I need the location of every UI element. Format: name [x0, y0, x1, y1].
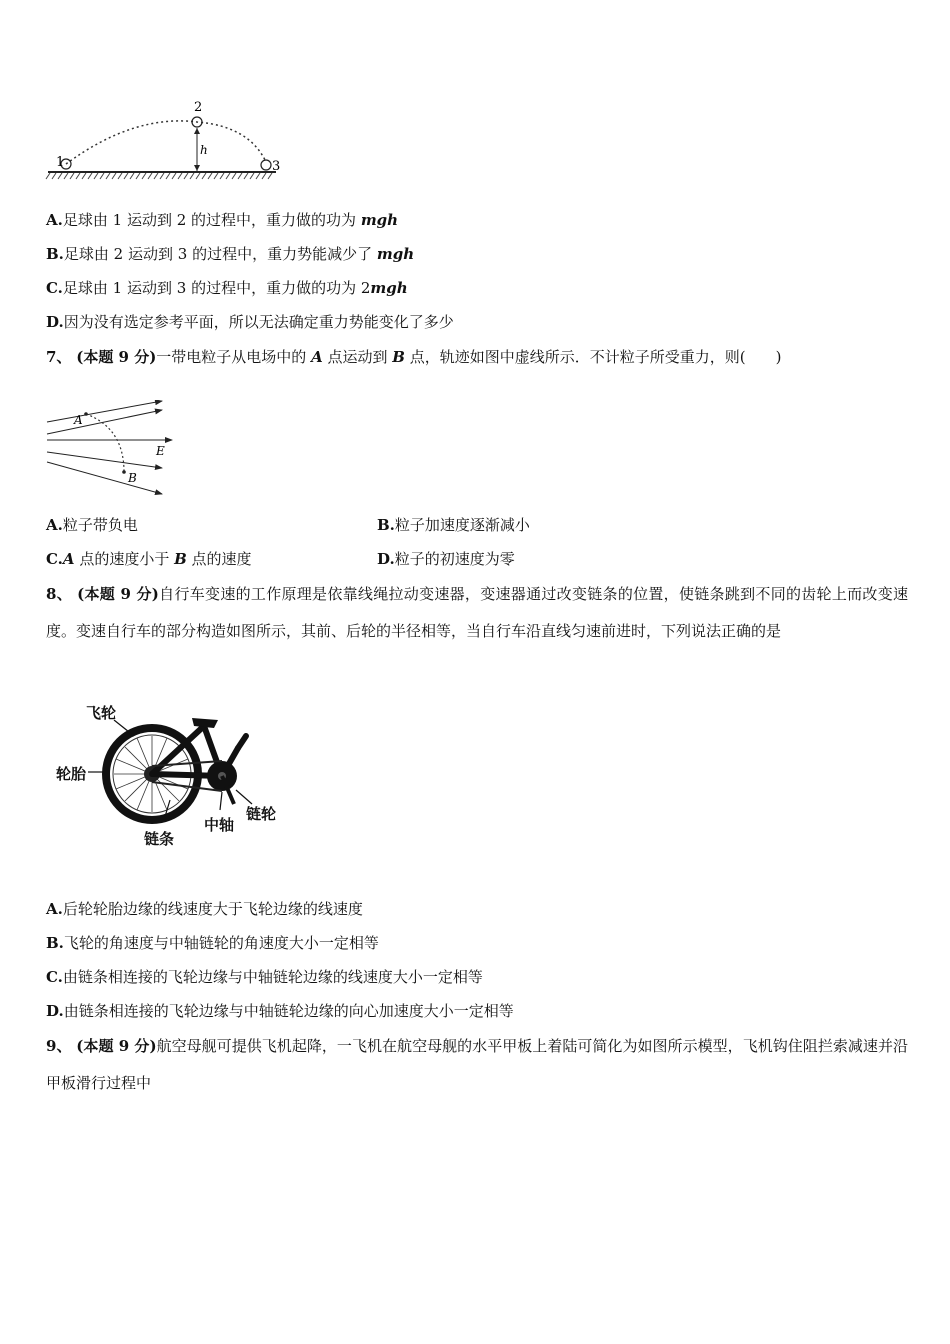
option-letter: C.: [46, 550, 63, 568]
option-letter: A.: [46, 900, 63, 918]
label-h: h: [200, 143, 208, 157]
seat: [192, 718, 218, 728]
q6-option-a[interactable]: [46, 210, 398, 230]
field-line-4: [47, 452, 162, 468]
option-letter: B.: [46, 245, 64, 263]
q8-option-a[interactable]: [46, 899, 363, 919]
option-letter: A.: [46, 516, 63, 534]
stem-part: 一带电粒子从电场中的: [156, 348, 312, 366]
option-letter: B.: [377, 516, 395, 534]
football-trajectory-figure: [44, 96, 284, 186]
option-text: 点的速度: [186, 550, 252, 568]
q8-option-d[interactable]: [46, 1001, 514, 1021]
option-variable: mgh: [360, 211, 399, 229]
label-2: 2: [194, 100, 203, 115]
label-e: E: [156, 444, 165, 458]
option-text: 足球由 2 运动到 3 的过程中，重力势能减少了: [63, 245, 377, 263]
option-var-b: B: [174, 550, 187, 568]
question-number: 7、: [46, 348, 72, 366]
field-line-5: [47, 462, 162, 494]
option-variable: mgh: [376, 245, 415, 263]
q8-option-b[interactable]: [46, 933, 379, 953]
ground-hatching: [46, 173, 272, 179]
q7-option-b[interactable]: [377, 515, 530, 535]
q6-option-c[interactable]: [46, 278, 408, 298]
option-text: 点的速度小于: [74, 550, 175, 568]
option-text: 粒子的初速度为零: [394, 550, 515, 568]
option-letter: D.: [46, 1002, 64, 1020]
label-a: A: [74, 413, 83, 427]
option-letter: A.: [46, 211, 63, 229]
question-score: (本题 9 分): [77, 585, 159, 603]
question-score: (本题 9 分): [76, 1037, 157, 1055]
label-axle: 中轴: [204, 816, 235, 834]
option-text: 粒子带负电: [62, 516, 138, 534]
option-text: 由链条相连接的飞轮边缘与中轴链轮边缘的线速度大小一定相等: [62, 968, 483, 986]
field-line-1: [47, 401, 162, 422]
q8-stem: [46, 576, 908, 650]
height-arrow-head-top: [194, 128, 200, 134]
label-chain: 链条: [144, 830, 175, 848]
option-letter: D.: [46, 313, 64, 331]
stem-part: 点，轨迹如图中虚线所示．不计粒子所受重力，则( ): [404, 348, 782, 366]
option-text: 飞轮的角速度与中轴链轮的角速度大小一定相等: [63, 934, 379, 952]
option-text: 足球由 1 运动到 3 的过程中，重力做的功为 2: [62, 279, 371, 297]
option-variable: mgh: [370, 279, 408, 297]
question-score: (本题 9 分): [76, 348, 157, 366]
option-letter: C.: [46, 279, 63, 297]
ball-position-3: [261, 160, 271, 170]
option-text: 因为没有选定参考平面，所以无法确定重力势能变化了多少: [63, 313, 454, 331]
q9-stem: [46, 1028, 908, 1102]
option-text: 由链条相连接的飞轮边缘与中轴链轮边缘的向心加速度大小一定相等: [63, 1002, 514, 1020]
q8-option-c[interactable]: [46, 967, 483, 987]
option-letter: D.: [377, 550, 395, 568]
q6-option-b[interactable]: [46, 244, 414, 264]
option-letter: B.: [46, 934, 64, 952]
label-flywheel: 飞轮: [86, 704, 117, 722]
option-text: 后轮轮胎边缘的线速度大于飞轮边缘的线速度: [62, 900, 363, 918]
stem-var-b: B: [392, 348, 405, 366]
option-text: 足球由 1 运动到 2 的过程中，重力做的功为: [62, 211, 361, 229]
q7-option-a[interactable]: [46, 515, 138, 535]
electric-field-figure: [44, 400, 184, 500]
option-var-a: A: [62, 550, 75, 568]
label-1: 1: [56, 155, 65, 170]
stem-text: 自行车变速的工作原理是依靠线绳拉动变速器，变速器通过改变链条的位置，使链条跳到不同的齿轮上而改变速度。变速自行车的部分构造如图所示，其前、后轮的半径相等，当自行车沿直线匀速前进时，下列说法正确的是: [46, 585, 908, 640]
option-letter: C.: [46, 968, 63, 986]
label-3: 3: [272, 159, 281, 174]
question-number: 9、: [46, 1037, 72, 1055]
q6-option-d[interactable]: [46, 312, 454, 332]
field-line-2: [47, 410, 162, 434]
stem-text: 航空母舰可提供飞机起降，一飞机在航空母舰的水平甲板上着陆可简化为如图所示模型，飞机钩住阻拦索减速并沿甲板滑行过程中: [46, 1037, 908, 1092]
option-text: 粒子加速度逐渐减小: [394, 516, 530, 534]
q7-option-d[interactable]: [377, 549, 515, 569]
label-sprocket: 链轮: [246, 805, 277, 823]
particle-trajectory: [86, 414, 124, 472]
point-a-dot: [84, 412, 88, 416]
label-b: B: [128, 471, 137, 485]
point-b-dot: [122, 470, 126, 474]
stem-part: 点运动到: [322, 348, 393, 366]
stem-var-a: A: [311, 348, 323, 366]
height-arrow-head-bottom: [194, 165, 200, 171]
q7-option-c[interactable]: [46, 549, 252, 569]
question-number: 8、: [46, 585, 73, 603]
label-tire: 轮胎: [56, 765, 87, 783]
q7-stem: [46, 347, 781, 367]
trajectory-curve: [66, 121, 266, 164]
